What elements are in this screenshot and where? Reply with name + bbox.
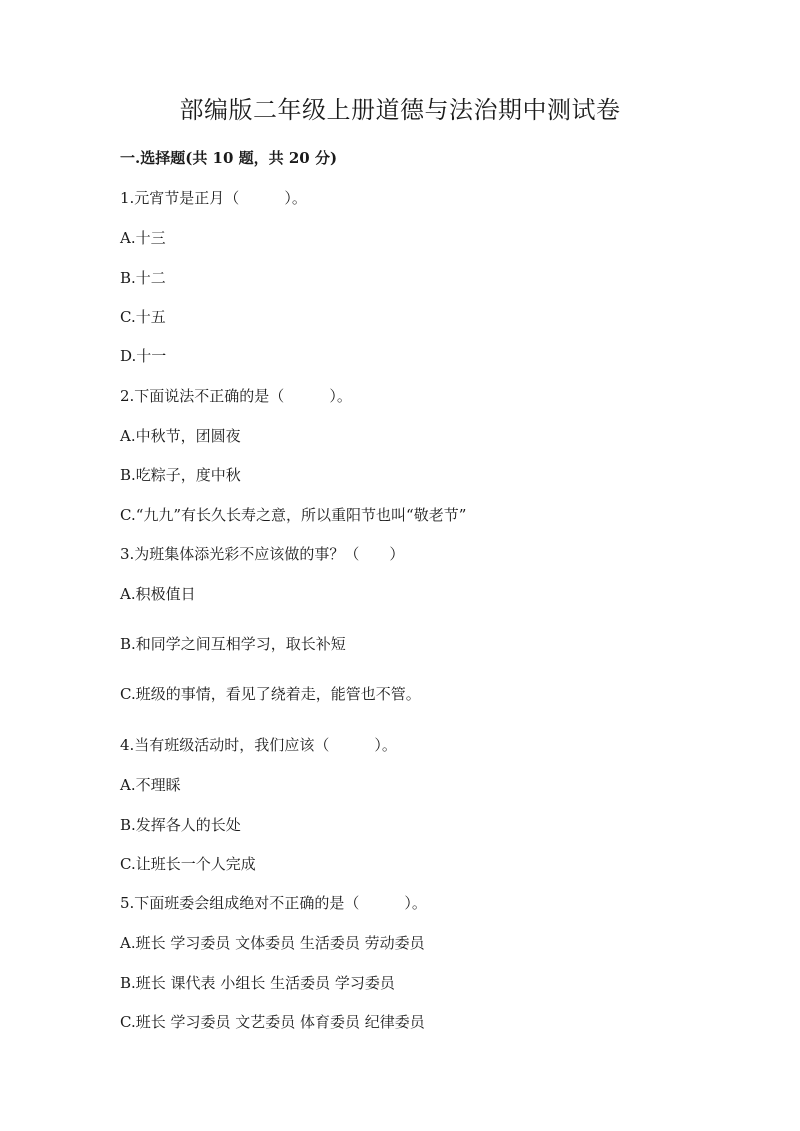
question-1-option-c: C.十五	[120, 308, 166, 326]
question-5-option-a: A.班长 学习委员 文体委员 生活委员 劳动委员	[120, 934, 425, 952]
question-2-option-c: C.“九九”有长久长寿之意，所以重阳节也叫“敬老节”	[120, 506, 467, 524]
question-4-stem: 4.当有班级活动时，我们应该（ ）。	[120, 736, 397, 754]
question-4-option-c: C.让班长一个人完成	[120, 855, 256, 873]
question-2-option-a: A.中秋节，团圆夜	[120, 427, 241, 445]
question-5-stem: 5.下面班委会组成绝对不正确的是（ ）。	[120, 894, 427, 912]
section-heading: 一.选择题(共 10 题，共 20 分)	[120, 149, 338, 167]
question-3-option-a: A.积极值日	[120, 585, 196, 603]
question-1-option-b: B.十二	[120, 269, 166, 287]
question-5-option-b: B.班长 课代表 小组长 生活委员 学习委员	[120, 974, 395, 992]
question-2-stem: 2.下面说法不正确的是（ ）。	[120, 387, 352, 405]
question-1-stem: 1.元宵节是正月（ ）。	[120, 189, 307, 207]
question-4-option-b: B.发挥各人的长处	[120, 816, 241, 834]
question-3-option-c: C.班级的事情，看见了绕着走，能管也不管。	[120, 685, 421, 703]
question-2-option-b: B.吃粽子，度中秋	[120, 466, 241, 484]
question-4-option-a: A.不理睬	[120, 776, 181, 794]
question-3-stem: 3.为班集体添光彩不应该做的事？（ ）	[120, 545, 405, 563]
page-title: 部编版二年级上册道德与法治期中测试卷	[179, 96, 621, 124]
question-5-option-c: C.班长 学习委员 文艺委员 体育委员 纪律委员	[120, 1013, 425, 1031]
question-1-option-a: A.十三	[120, 229, 166, 247]
question-3-option-b: B.和同学之间互相学习，取长补短	[120, 635, 346, 653]
question-1-option-d: D.十一	[120, 347, 167, 365]
